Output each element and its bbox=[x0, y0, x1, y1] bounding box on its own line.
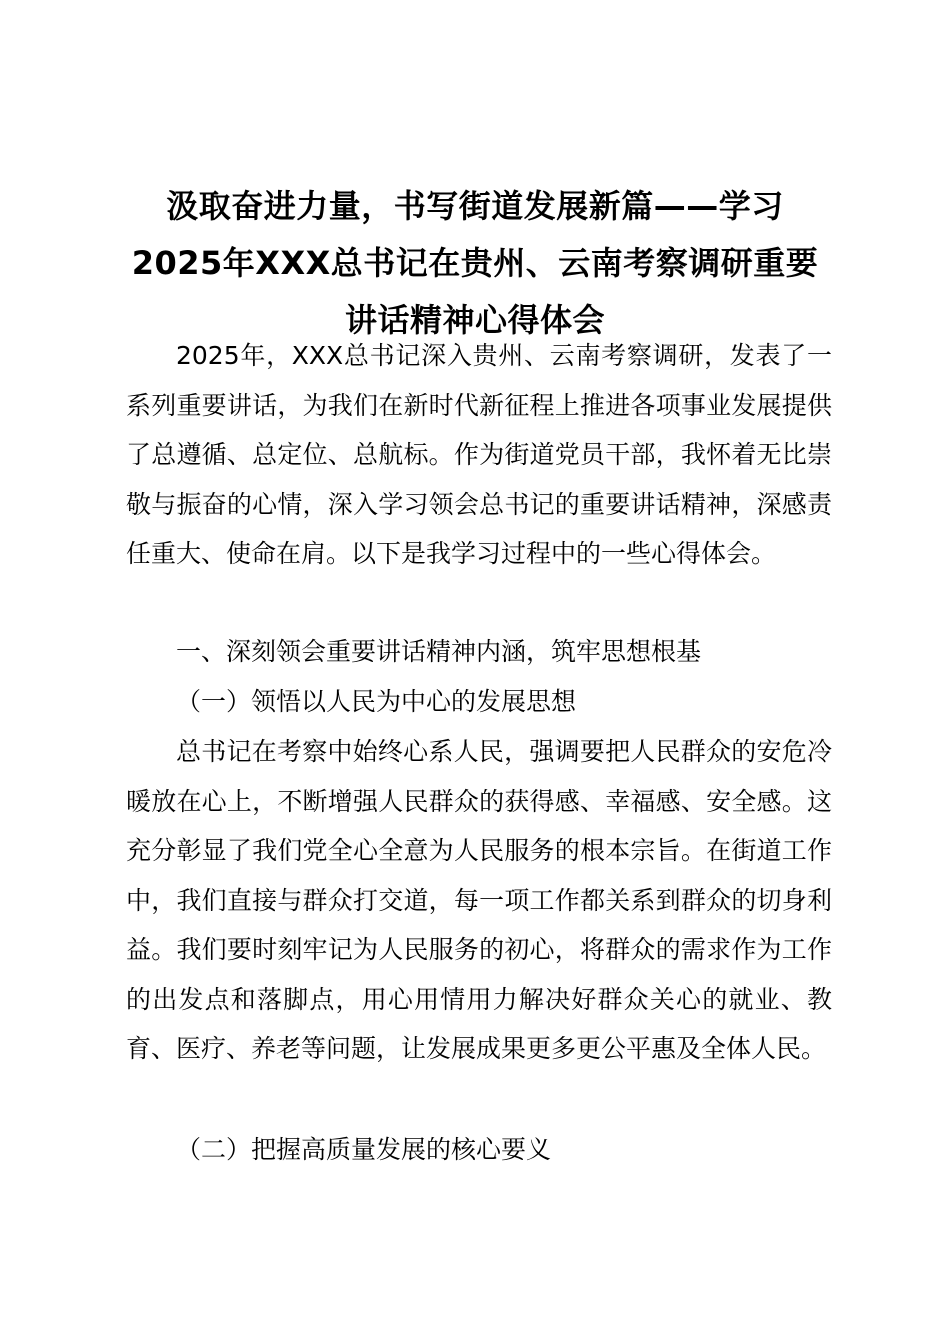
subsection-2-heading: （二）把握高质量发展的核心要义 bbox=[176, 1135, 552, 1164]
title-line-1: 汲取奋进力量，书写街道发展新篇——学习 bbox=[166, 187, 784, 225]
title-line-2: 2025年XXX总书记在贵州、云南考察调研重要 bbox=[131, 244, 819, 282]
subsection-1-heading: （一）领悟以人民为中心的发展思想 bbox=[176, 687, 577, 716]
title-line-3: 讲话精神心得体会 bbox=[344, 301, 605, 339]
section-1-heading: 一、深刻领会重要讲话精神内涵，筑牢思想根基 bbox=[176, 637, 702, 666]
intro-paragraph: 2025年，XXX总书记深入贵州、云南考察调研，发表了一系列重要讲话，为我们在新时代新征程上推进各项事业发展提供了总遵循、总定位、总航标。作为街道党员干部，我怀着无比崇敬与振奋的心情，深入学习领会总书记的重要讲话精神，深感责任重大、使命在肩。以下是我学习过程中的一些心得体会。 bbox=[126, 341, 832, 568]
subsection-1-paragraph: 总书记在考察中始终心系人民，强调要把人民群众的安危冷暖放在心上，不断增强人民群众的获得感、幸福感、安全感。这充分彰显了我们党全心全意为人民服务的根本宗旨。在街道工作中，我们直接与群众打交道，每一项工作都关系到群众的切身利益。我们要时刻牢记为人民服务的初心，将群众的需求作为工作的出发点和落脚点，用心用情用力解决好群众关心的就业、教育、医疗、养老等问题，让发展成果更多更公平惠及全体人民。 bbox=[126, 737, 832, 1063]
document-title bbox=[120, 178, 830, 349]
